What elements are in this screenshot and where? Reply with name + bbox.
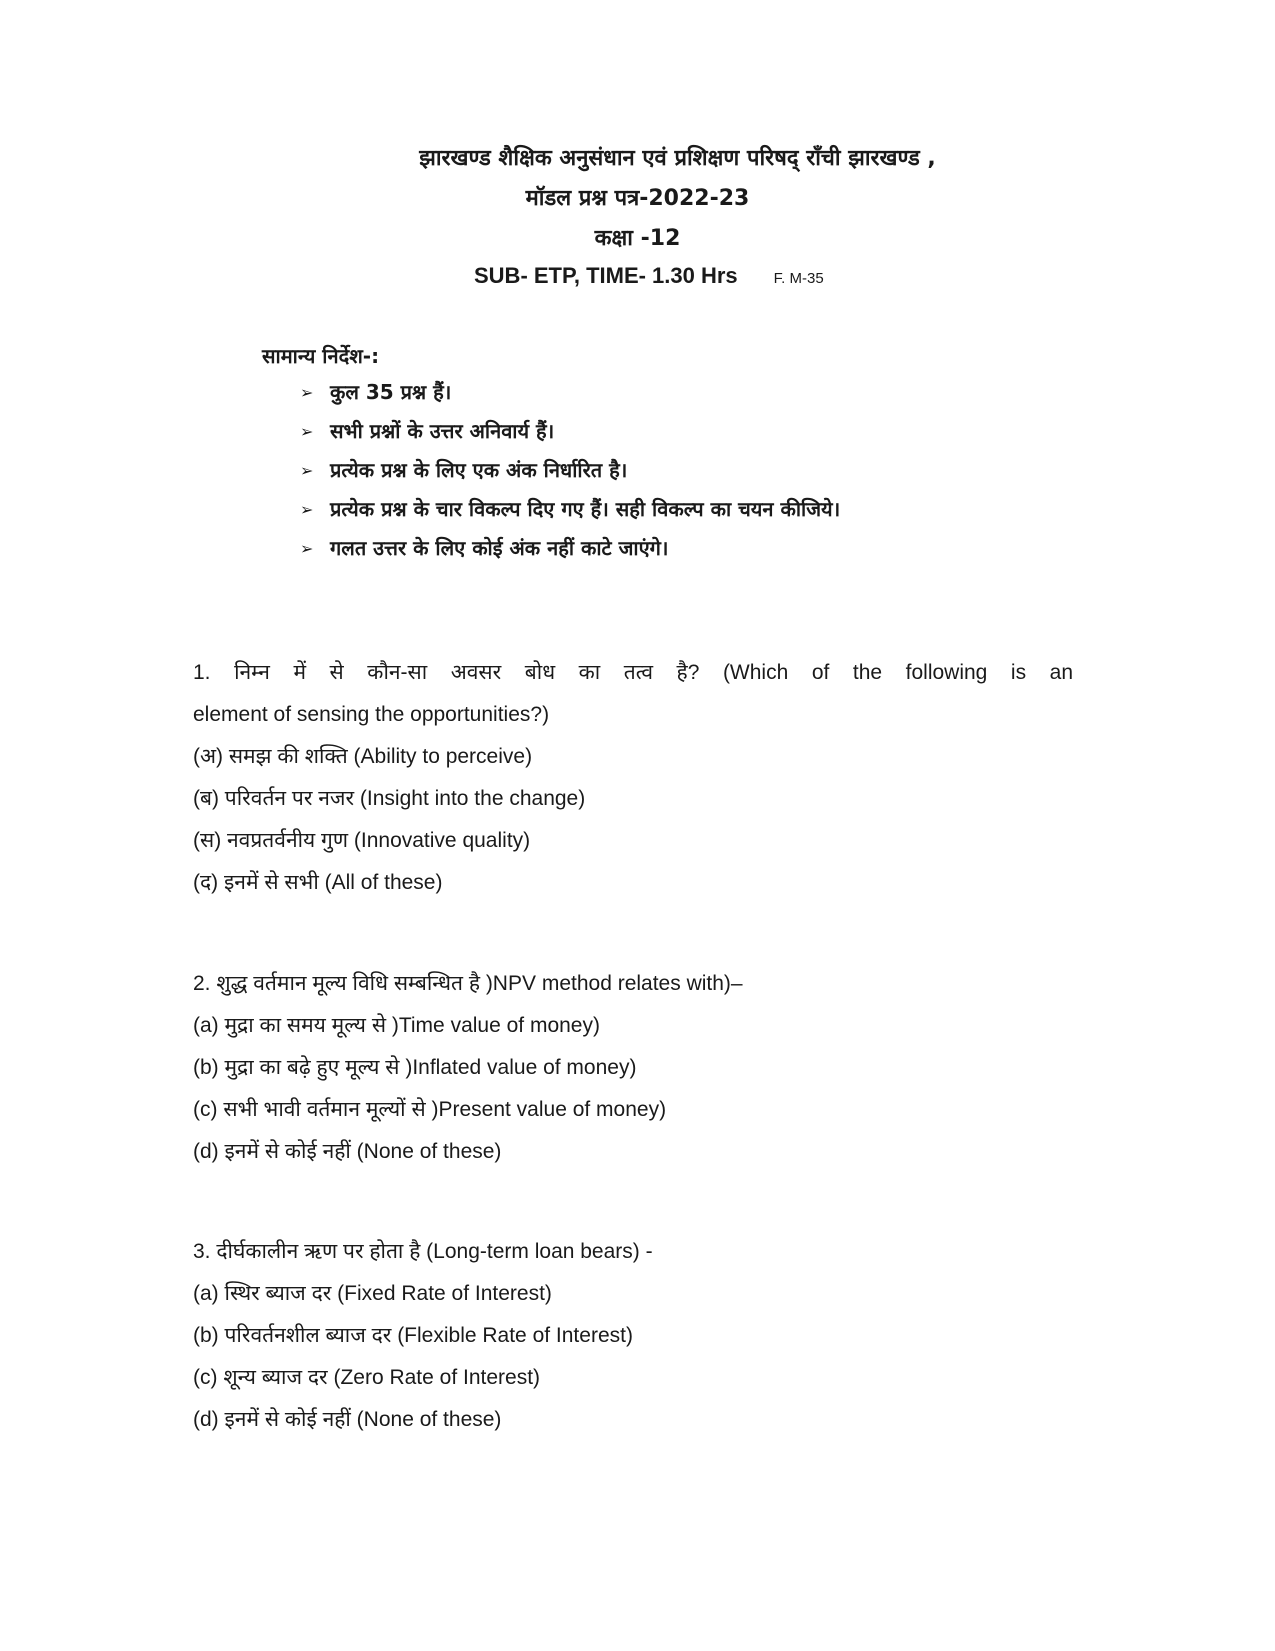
option-b: (b) परिवर्तनशील ब्याज दर (Flexible Rate of Interest) (193, 1324, 633, 1347)
option-a: (a) मुद्रा का समय मूल्य से )Time value of money) (193, 1014, 600, 1037)
arrow-bullet-icon: ➢ (300, 461, 314, 480)
class-label: कक्षा -12 (594, 226, 681, 251)
option-d: (d) इनमें से कोई नहीं (None of these) (193, 1140, 502, 1163)
question-1 (193, 652, 1073, 904)
instructions-list (300, 378, 840, 573)
question-stem: 2. शुद्ध वर्तमान मूल्य विधि सम्बन्धित है )NPV method relates with)– (193, 972, 743, 995)
option-a: (a) स्थिर ब्याज दर (Fixed Rate of Interest) (193, 1282, 552, 1305)
arrow-bullet-icon: ➢ (300, 539, 314, 558)
arrow-bullet-icon: ➢ (300, 383, 314, 402)
option-a: (अ) समझ की शक्ति (Ability to perceive) (193, 745, 533, 768)
instructions-title: सामान्य निर्देश-: (262, 344, 380, 368)
instruction-item: ➢ प्रत्येक प्रश्न के लिए एक अंक निर्धारित है। (300, 456, 840, 495)
instruction-item: ➢ कुल 35 प्रश्न हैं। (300, 378, 840, 417)
subject-line (474, 263, 824, 289)
question-2 (193, 963, 1073, 1173)
question-3 (193, 1231, 1073, 1441)
option-b: (ब) परिवर्तन पर नजर (Insight into the change) (193, 787, 586, 810)
option-c: (c) शून्य ब्याज दर (Zero Rate of Interest) (193, 1366, 541, 1389)
question-stem: 3. दीर्घकालीन ऋण पर होता है (Long-term loan bears) - (193, 1240, 653, 1263)
paper-title: मॉडल प्रश्न पत्र-2022-23 (525, 186, 750, 211)
subject-time: SUB- ETP, TIME- 1.30 Hrs (474, 263, 738, 288)
board-title: झारखण्ड शैक्षिक अनुसंधान एवं प्रशिक्षण परिषद् राँची झारखण्ड , (419, 146, 936, 171)
instruction-item: ➢ गलत उत्तर के लिए कोई अंक नहीं काटे जाएंगे। (300, 534, 840, 573)
option-d: (द) इनमें से सभी (All of these) (193, 871, 443, 894)
option-c: (स) नवप्रतर्वनीय गुण (Innovative quality) (193, 829, 531, 852)
arrow-bullet-icon: ➢ (300, 422, 314, 441)
option-d: (d) इनमें से कोई नहीं (None of these) (193, 1408, 502, 1431)
question-stem: 1. निम्न में से कौन-सा अवसर बोध का तत्व है? (Which of the following is an (193, 661, 1073, 684)
instruction-item: ➢ प्रत्येक प्रश्न के चार विकल्प दिए गए हैं। सही विकल्प का चयन कीजिये। (300, 495, 840, 534)
question-stem-continued: element of sensing the opportunities?) (193, 703, 550, 726)
full-marks: F. M-35 (773, 270, 824, 287)
option-c: (c) सभी भावी वर्तमान मूल्यों से )Present value of money) (193, 1098, 667, 1121)
instruction-item: ➢ सभी प्रश्नों के उत्तर अनिवार्य हैं। (300, 417, 840, 456)
arrow-bullet-icon: ➢ (300, 500, 314, 519)
option-b: (b) मुद्रा का बढ़े हुए मूल्य से )Inflated value of money) (193, 1056, 637, 1079)
